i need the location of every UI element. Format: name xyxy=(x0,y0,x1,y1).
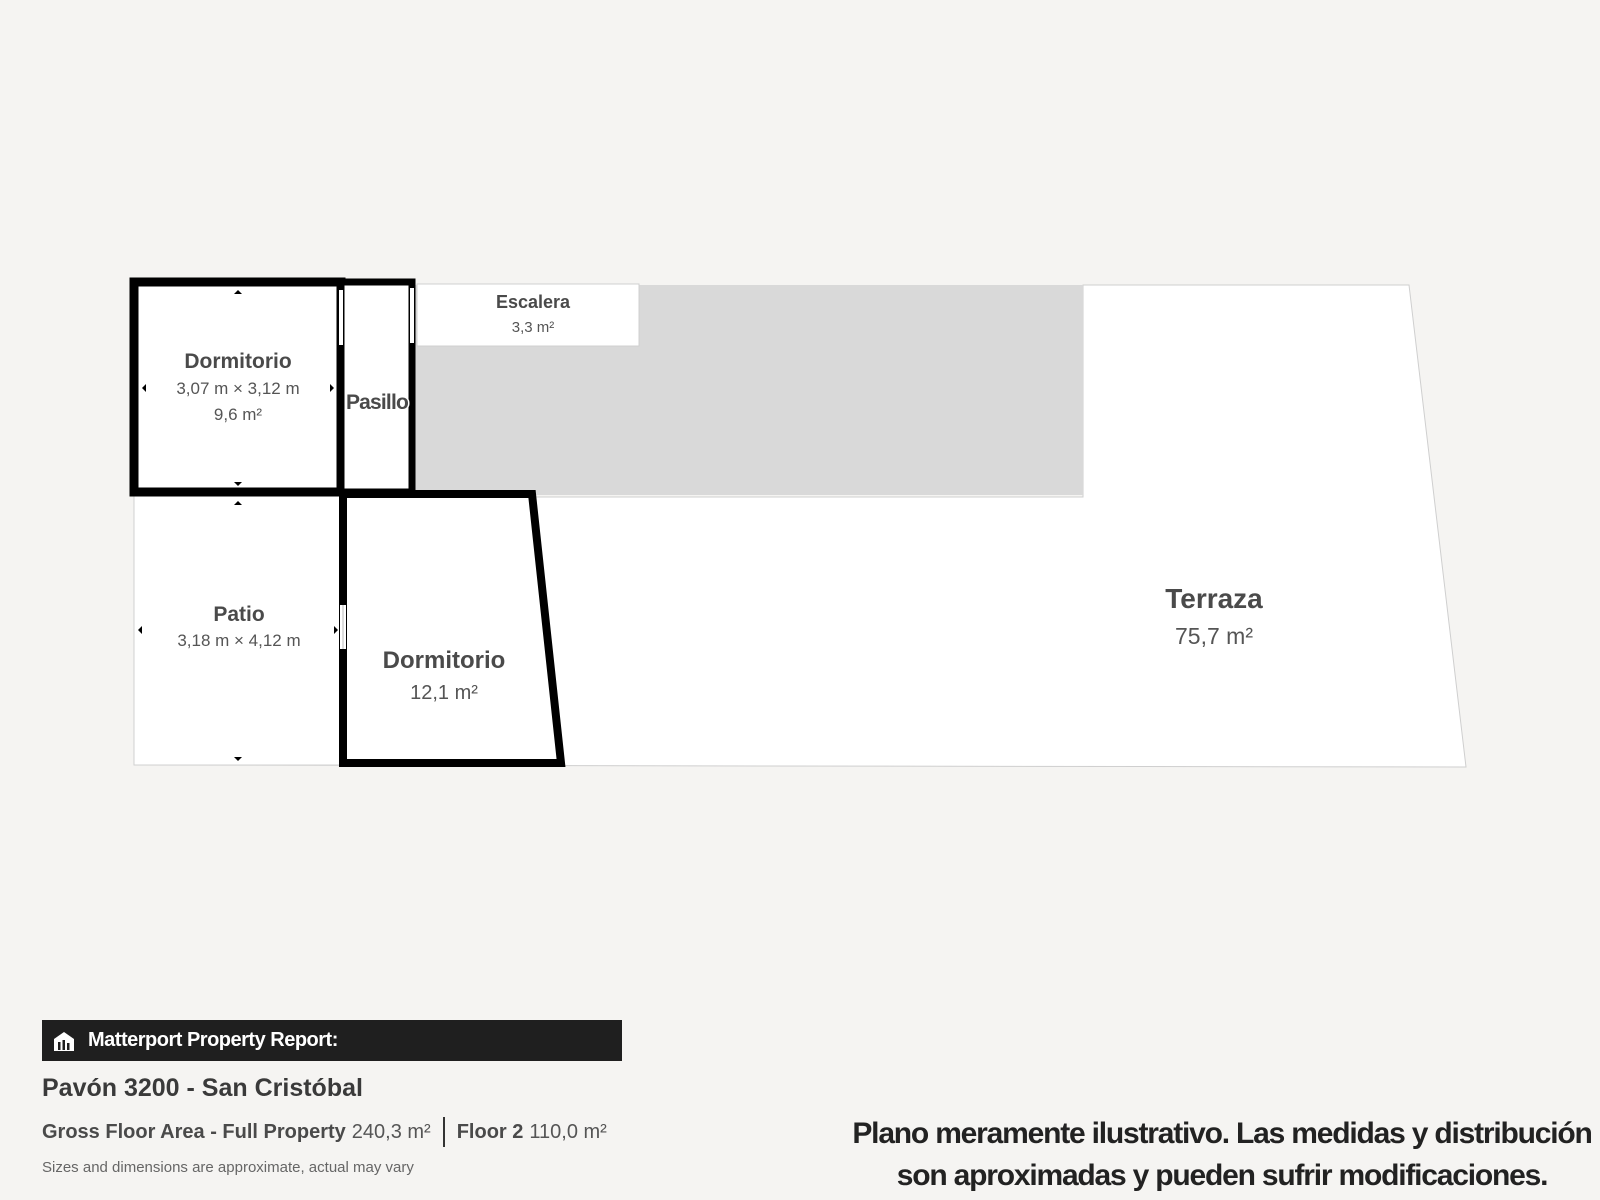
disclaimer xyxy=(852,1113,1592,1197)
pasillo-room xyxy=(341,282,412,492)
disclaimer-line-1: Plano meramente ilustrativo. Las medidas y distribución xyxy=(852,1117,1592,1150)
floor-label: Floor 2 xyxy=(456,1120,524,1143)
escalera-area: 3,3 m² xyxy=(511,319,555,336)
dormitorio2-name: Dormitorio xyxy=(382,647,506,674)
door-opening xyxy=(339,290,343,345)
gross-area-value: 240,3 m² xyxy=(351,1120,431,1143)
report-header-bar xyxy=(42,1020,622,1061)
dormitorio2-room xyxy=(343,494,561,763)
divider xyxy=(443,1117,445,1147)
patio-room xyxy=(134,494,341,765)
dormitorio2-area: 12,1 m² xyxy=(410,682,478,704)
property-report xyxy=(42,1020,622,1176)
door-opening xyxy=(410,288,414,343)
dormitorio1-name: Dormitorio xyxy=(184,350,292,373)
dormitorio1-area: 9,6 m² xyxy=(213,405,263,424)
approximation-note: Sizes and dimensions are approximate, actual may vary xyxy=(42,1159,414,1176)
report-title: Matterport Property Report: xyxy=(88,1029,338,1051)
patio-name: Patio xyxy=(213,603,265,626)
building-icon xyxy=(52,1029,76,1053)
gross-area-label: Gross Floor Area - Full Property xyxy=(42,1120,346,1143)
terraza-name: Terraza xyxy=(1165,583,1263,614)
dormitorio1-dimensions: 3,07 m × 3,12 m xyxy=(176,379,300,398)
terraza-area-label: 75,7 m² xyxy=(1175,623,1253,649)
property-address: Pavón 3200 - San Cristóbal xyxy=(42,1074,363,1102)
patio-dimensions: 3,18 m × 4,12 m xyxy=(177,631,301,650)
pasillo-name: Pasillo xyxy=(345,391,409,414)
area-summary xyxy=(42,1117,622,1147)
disclaimer-line-2: son aproximadas y pueden sufrir modificaciones. xyxy=(896,1159,1548,1192)
floor-value: 110,0 m² xyxy=(529,1120,607,1143)
escalera-name: Escalera xyxy=(495,292,571,312)
